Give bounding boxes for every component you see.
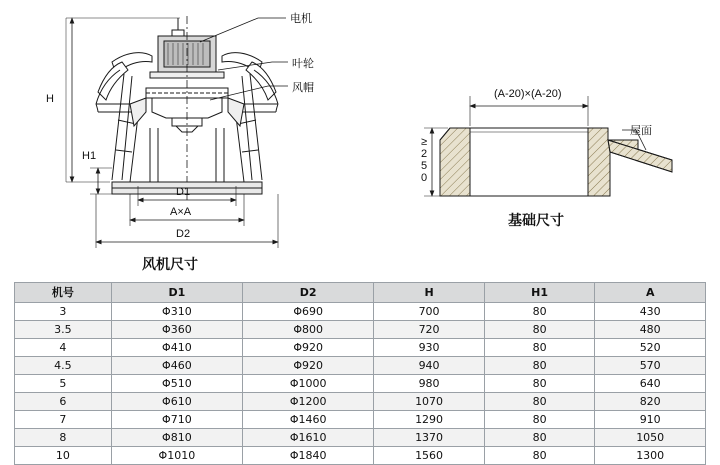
cell-d2: Φ1610 <box>243 429 374 447</box>
cell-h: 940 <box>374 357 485 375</box>
cell-model: 3.5 <box>15 321 112 339</box>
cell-d2: Φ920 <box>243 339 374 357</box>
cell-d1: Φ1010 <box>111 447 242 465</box>
callout-wind-cap: 风帽 <box>292 81 314 94</box>
table-row <box>15 393 706 411</box>
cell-h: 930 <box>374 339 485 357</box>
callout-impeller: 叶轮 <box>292 57 314 70</box>
cell-a: 520 <box>595 339 706 357</box>
cell-d1: Φ710 <box>111 411 242 429</box>
cell-a: 820 <box>595 393 706 411</box>
cell-h1: 80 <box>484 321 595 339</box>
col-header-d1: D1 <box>111 283 242 303</box>
cell-h: 720 <box>374 321 485 339</box>
spec-table <box>14 282 706 465</box>
dim-top-width: (A-20)×(A-20) <box>494 88 562 100</box>
cell-h1: 80 <box>484 357 595 375</box>
cell-model: 4.5 <box>15 357 112 375</box>
dim-min-height: ≥250 <box>418 136 430 184</box>
table-row <box>15 321 706 339</box>
table-row <box>15 411 706 429</box>
cell-a: 430 <box>595 303 706 321</box>
cell-h: 980 <box>374 375 485 393</box>
caption-fan: 风机尺寸 <box>142 257 198 273</box>
callout-motor: 电机 <box>290 12 312 25</box>
cell-model: 10 <box>15 447 112 465</box>
cell-h: 1070 <box>374 393 485 411</box>
cell-a: 570 <box>595 357 706 375</box>
table-row <box>15 447 706 465</box>
col-header-a: A <box>595 283 706 303</box>
table-row <box>15 375 706 393</box>
cell-d2: Φ920 <box>243 357 374 375</box>
cell-d1: Φ360 <box>111 321 242 339</box>
cell-d2: Φ690 <box>243 303 374 321</box>
table-row <box>15 357 706 375</box>
cell-d1: Φ460 <box>111 357 242 375</box>
cell-h: 700 <box>374 303 485 321</box>
cell-model: 5 <box>15 375 112 393</box>
cell-a: 480 <box>595 321 706 339</box>
dim-D2: D2 <box>176 228 191 240</box>
cell-h1: 80 <box>484 429 595 447</box>
cell-d1: Φ310 <box>111 303 242 321</box>
cell-d1: Φ810 <box>111 429 242 447</box>
cell-model: 8 <box>15 429 112 447</box>
table-row <box>15 339 706 357</box>
cell-d2: Φ1840 <box>243 447 374 465</box>
cell-d1: Φ610 <box>111 393 242 411</box>
dim-D1: D1 <box>176 186 191 198</box>
table-row <box>15 303 706 321</box>
cell-h: 1290 <box>374 411 485 429</box>
cell-model: 3 <box>15 303 112 321</box>
cell-h1: 80 <box>484 339 595 357</box>
dim-H: H <box>46 93 54 105</box>
table-header-row <box>15 283 706 303</box>
cell-d2: Φ1460 <box>243 411 374 429</box>
table-row <box>15 429 706 447</box>
col-header-d2: D2 <box>243 283 374 303</box>
cell-h1: 80 <box>484 447 595 465</box>
cell-d1: Φ410 <box>111 339 242 357</box>
dim-AxA: A×A <box>170 206 192 218</box>
cell-a: 910 <box>595 411 706 429</box>
cell-d2: Φ1200 <box>243 393 374 411</box>
col-header-h1: H1 <box>484 283 595 303</box>
col-header-model: 机号 <box>15 283 112 303</box>
col-header-h: H <box>374 283 485 303</box>
cell-h: 1560 <box>374 447 485 465</box>
cell-h1: 80 <box>484 375 595 393</box>
cell-h1: 80 <box>484 393 595 411</box>
callout-roof: 屋面 <box>630 124 652 137</box>
cell-d1: Φ510 <box>111 375 242 393</box>
cell-h: 1370 <box>374 429 485 447</box>
cell-model: 7 <box>15 411 112 429</box>
cell-d2: Φ800 <box>243 321 374 339</box>
cell-model: 6 <box>15 393 112 411</box>
cell-h1: 80 <box>484 303 595 321</box>
cell-d2: Φ1000 <box>243 375 374 393</box>
cell-a: 1050 <box>595 429 706 447</box>
cell-a: 1300 <box>595 447 706 465</box>
cell-a: 640 <box>595 375 706 393</box>
dim-H1: H1 <box>82 150 97 162</box>
cell-h1: 80 <box>484 411 595 429</box>
cell-model: 4 <box>15 339 112 357</box>
caption-foundation: 基础尺寸 <box>508 213 564 229</box>
